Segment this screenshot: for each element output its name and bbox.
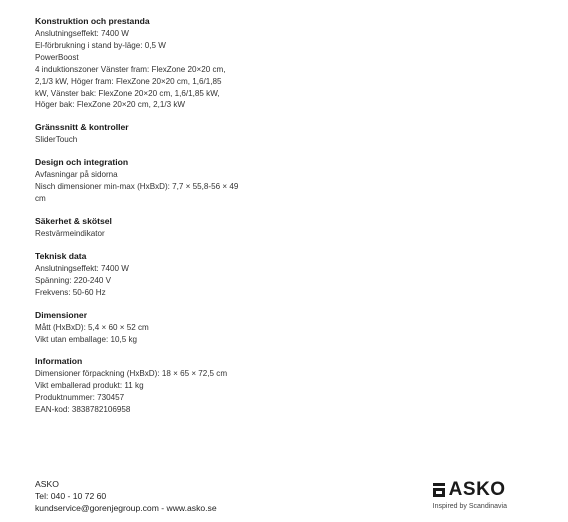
- spec-section: [35, 122, 260, 146]
- spec-line: PowerBoost: [35, 52, 79, 62]
- footer: [0, 462, 568, 522]
- spec-line: Avfasningar på sidorna: [35, 170, 118, 180]
- logo-tagline: Inspired by Scandinavia: [432, 503, 507, 510]
- spec-section: [35, 251, 260, 299]
- section-title: Dimensioner: [35, 309, 88, 320]
- spec-section: [35, 157, 260, 205]
- spec-line: 4 induktionszoner Vänster fram: FlexZone 20×20 cm,: [35, 64, 226, 74]
- footer-contact: [35, 478, 217, 515]
- spec-line: Restvärmeindikator: [35, 228, 105, 238]
- spec-section: [35, 216, 260, 240]
- spec-line: SliderTouch: [35, 135, 78, 145]
- spec-section: [35, 310, 260, 346]
- section-title: Säkerhet & skötsel: [35, 215, 112, 226]
- spec-line: EAN-kod: 3838782106958: [35, 405, 131, 415]
- footer-links: kundservice@gorenjegroup.com - www.asko.se: [35, 503, 217, 514]
- section-title: Teknisk data: [35, 250, 87, 261]
- section-title: Design och integration: [35, 157, 129, 168]
- spec-line: Frekvens: 50-60 Hz: [35, 287, 106, 297]
- spec-line: Dimensioner förpackning (HxBxD): 18 × 65 × 72,5 cm: [35, 369, 228, 379]
- spec-line: Vikt utan emballage: 10,5 kg: [35, 334, 137, 344]
- spec-line: Höger bak: FlexZone 20×20 cm, 2,1/3 kW: [35, 100, 186, 110]
- asko-logo-icon: [433, 483, 445, 497]
- footer-phone: Tel: 040 - 10 72 60: [35, 491, 107, 502]
- spec-line: Nisch dimensioner min-max (HxBxD): 7,7 × 55,8-56 × 49: [35, 182, 239, 192]
- section-title: Information: [35, 356, 83, 367]
- spec-line: Anslutningseffekt: 7400 W: [35, 263, 129, 273]
- spec-line: Mått (HxBxD): 5,4 × 60 × 52 cm: [35, 322, 149, 332]
- spec-section: [35, 16, 260, 111]
- spec-line: Vikt emballerad produkt: 11 kg: [35, 381, 144, 391]
- spec-line: Produktnummer: 730457: [35, 393, 125, 403]
- logo-wordmark: ASKO: [448, 479, 506, 500]
- spec-line: 2,1/3 kW, Höger fram: FlexZone 20×20 cm, 1,6/1,85: [35, 76, 222, 86]
- spec-content: [35, 16, 260, 427]
- spec-line: cm: [35, 194, 46, 204]
- spec-line: El-förbrukning i stand by-läge: 0,5 W: [35, 40, 166, 50]
- brand-logo: [433, 480, 507, 510]
- spec-section: [35, 356, 260, 416]
- section-title: Konstruktion och prestanda: [35, 16, 150, 26]
- spec-line: kW, Vänster bak: FlexZone 20×20 cm, 1,6/1,85 kW,: [35, 88, 220, 98]
- section-title: Gränssnitt & kontroller: [35, 122, 129, 133]
- spec-line: Spänning: 220-240 V: [35, 275, 112, 285]
- spec-line: Anslutningseffekt: 7400 W: [35, 29, 129, 38]
- footer-company: ASKO: [35, 479, 59, 489]
